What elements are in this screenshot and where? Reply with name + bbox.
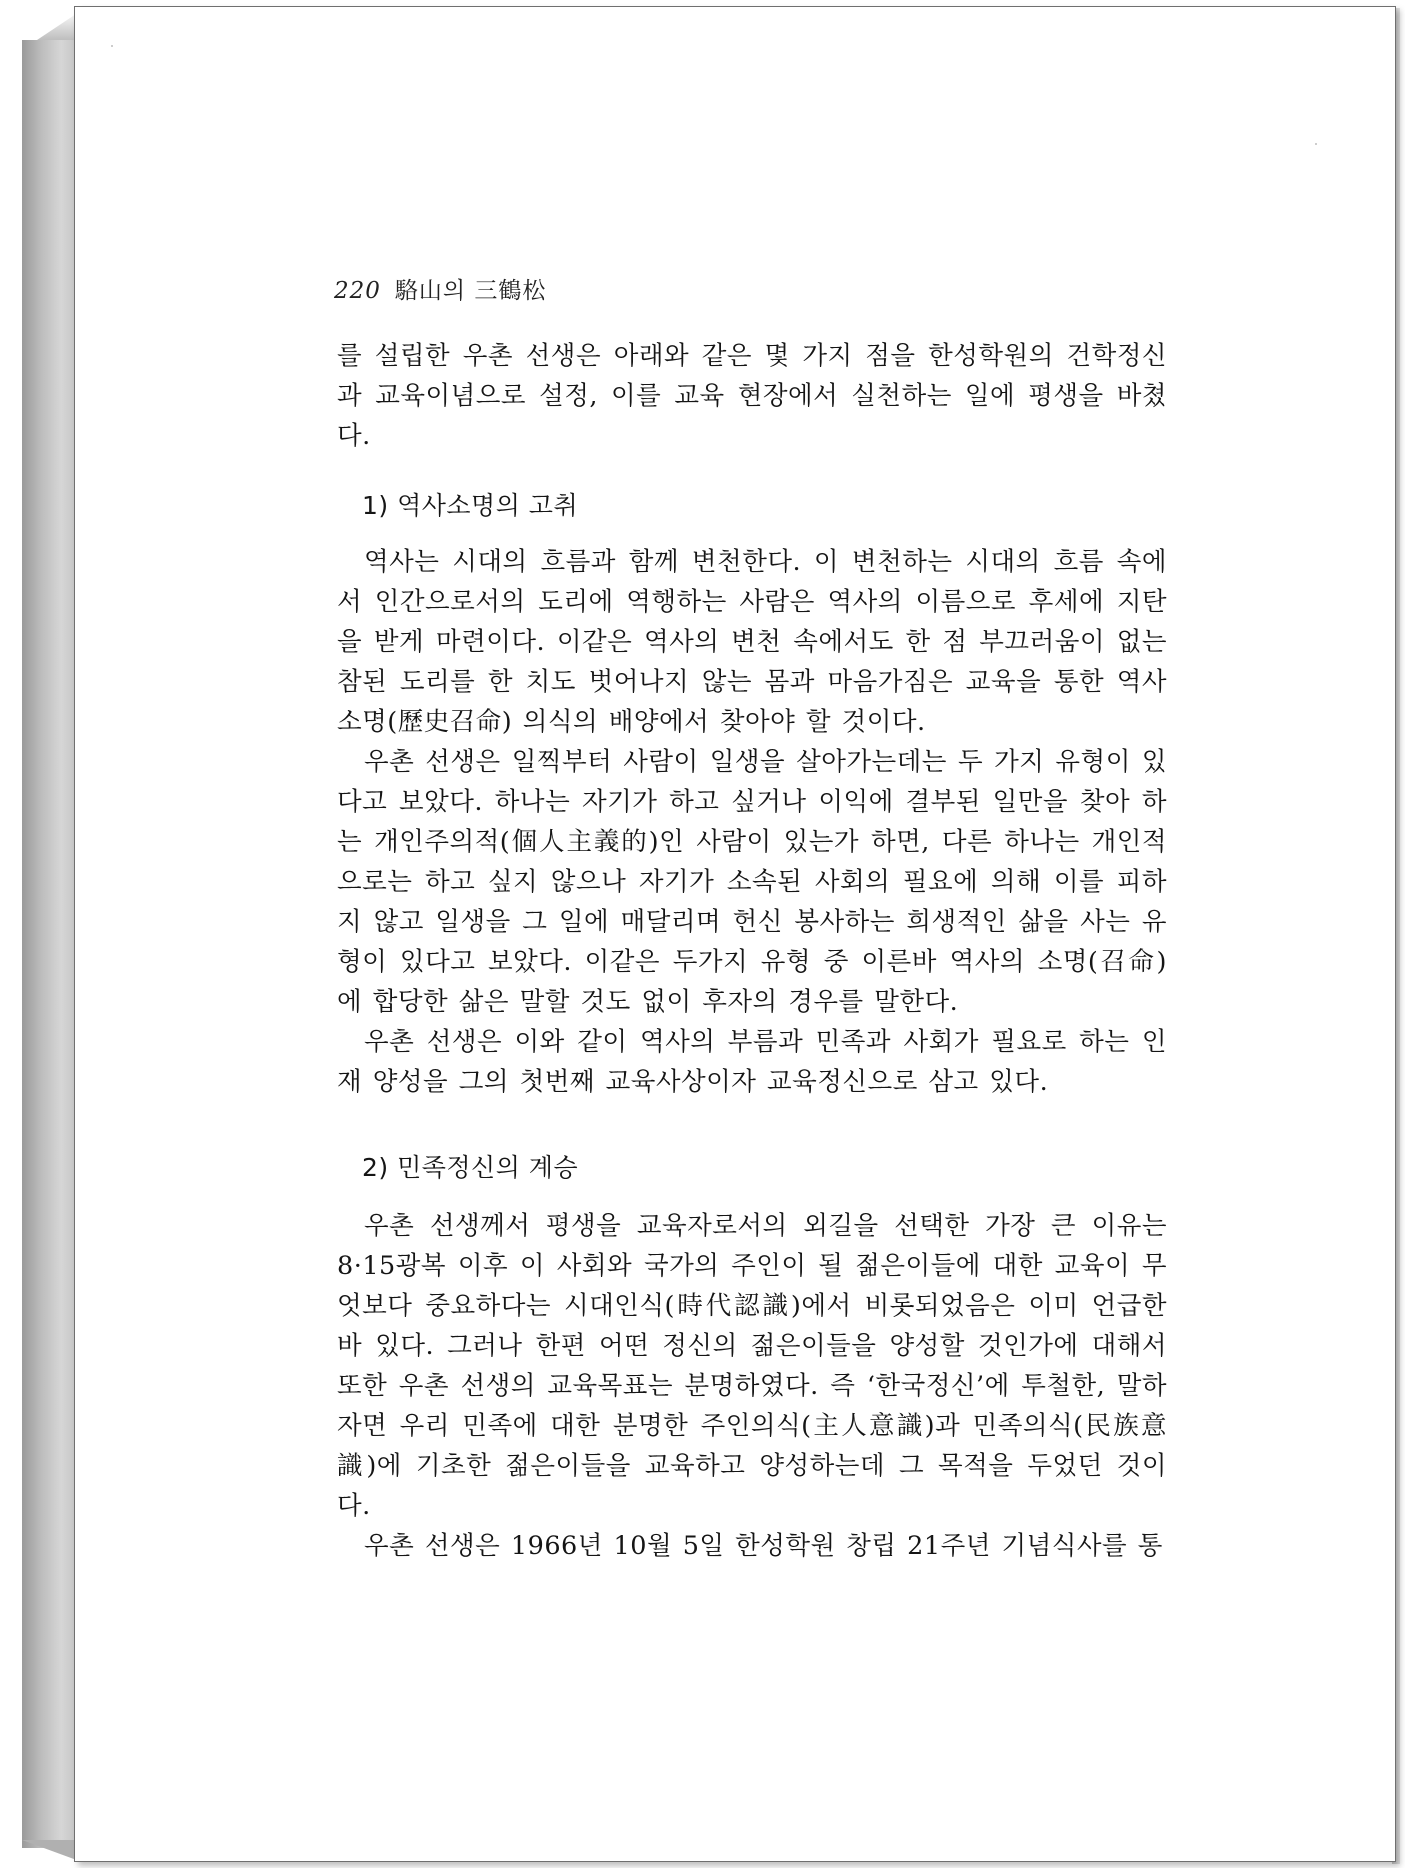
page-number: 220: [334, 278, 381, 304]
paragraph: 우촌 선생은 1966년 10월 5일 한성학원 창립 21주년 기념식사를 통: [364, 1531, 1163, 1561]
paragraph: 우촌 선생은 이와 같이 역사의 부름과 민족과 사회가 필요로 하는 인재 양성을 그의 첫번째 교육사상이자 교육정신으로 삼고 있다.: [337, 1027, 1167, 1097]
book-spine-edge: [22, 40, 78, 1848]
section-1-body: [337, 542, 1167, 1102]
scan-speck: [111, 45, 113, 47]
paragraph: 우촌 선생께서 평생을 교육자로서의 외길을 선택한 가장 큰 이유는 8·15광복 이후 이 사회와 국가의 주인이 될 젊은이들에 대한 교육이 무엇보다 중요하다는 시대인식(時代認識)에서 비롯되었음은 이미 언급한 바 있다. 그러나 한편 어떤 정신의 젊은이들을 양성할 것인가에 대해서 또한 우촌 선생의 교육목표는 분명하였다. 즉 ‘한국정신’에 투철한, 말하자면 우리 민족에 대한 분명한 주인의식(主人意識)과 민족의식(民族意識)에 기초한 젊은이들을 교육하고 양성하는데 그 목적을 두었던 것이다.: [337, 1211, 1167, 1521]
running-head: [334, 272, 546, 305]
section-heading-2: 2) 민족정신의 계승: [362, 1153, 579, 1182]
intro-paragraph: 를 설립한 우촌 선생은 아래와 같은 몇 가지 점을 한성학원의 건학정신과 교육이념으로 설정, 이를 교육 현장에서 실천하는 일에 평생을 바쳤다.: [337, 341, 1167, 451]
section-2-body: [337, 1206, 1167, 1566]
intro-block: [337, 336, 1167, 456]
paragraph: 우촌 선생은 일찍부터 사람이 일생을 살아가는데는 두 가지 유형이 있다고 보았다. 하나는 자기가 하고 싶거나 이익에 결부된 일만을 찾아 하는 개인주의적(個人主義的)인 사람이 있는가 하면, 다른 하나는 개인적으로는 하고 싶지 않으나 자기가 소속된 사회의 필요에 의해 이를 피하지 않고 일생을 그 일에 매달리며 헌신 봉사하는 희생적인 삶을 사는 유형이 있다고 보았다. 이같은 두가지 유형 중 이른바 역사의 소명(召命)에 합당한 삶은 말할 것도 없이 후자의 경우를 말한다.: [337, 747, 1167, 1017]
paragraph: 역사는 시대의 흐름과 함께 변천한다. 이 변천하는 시대의 흐름 속에서 인간으로서의 도리에 역행하는 사람은 역사의 이름으로 후세에 지탄을 받게 마련이다. 이같은 역사의 변천 속에서도 한 점 부끄러움이 없는 참된 도리를 한 치도 벗어나지 않는 몸과 마음가짐은 교육을 통한 역사소명(歷史召命) 의식의 배양에서 찾아야 할 것이다.: [337, 547, 1167, 737]
scan-speck: [1315, 143, 1317, 145]
section-heading-1: 1) 역사소명의 고취: [362, 491, 579, 520]
book-title: 駱山의 三鶴松: [394, 278, 547, 304]
